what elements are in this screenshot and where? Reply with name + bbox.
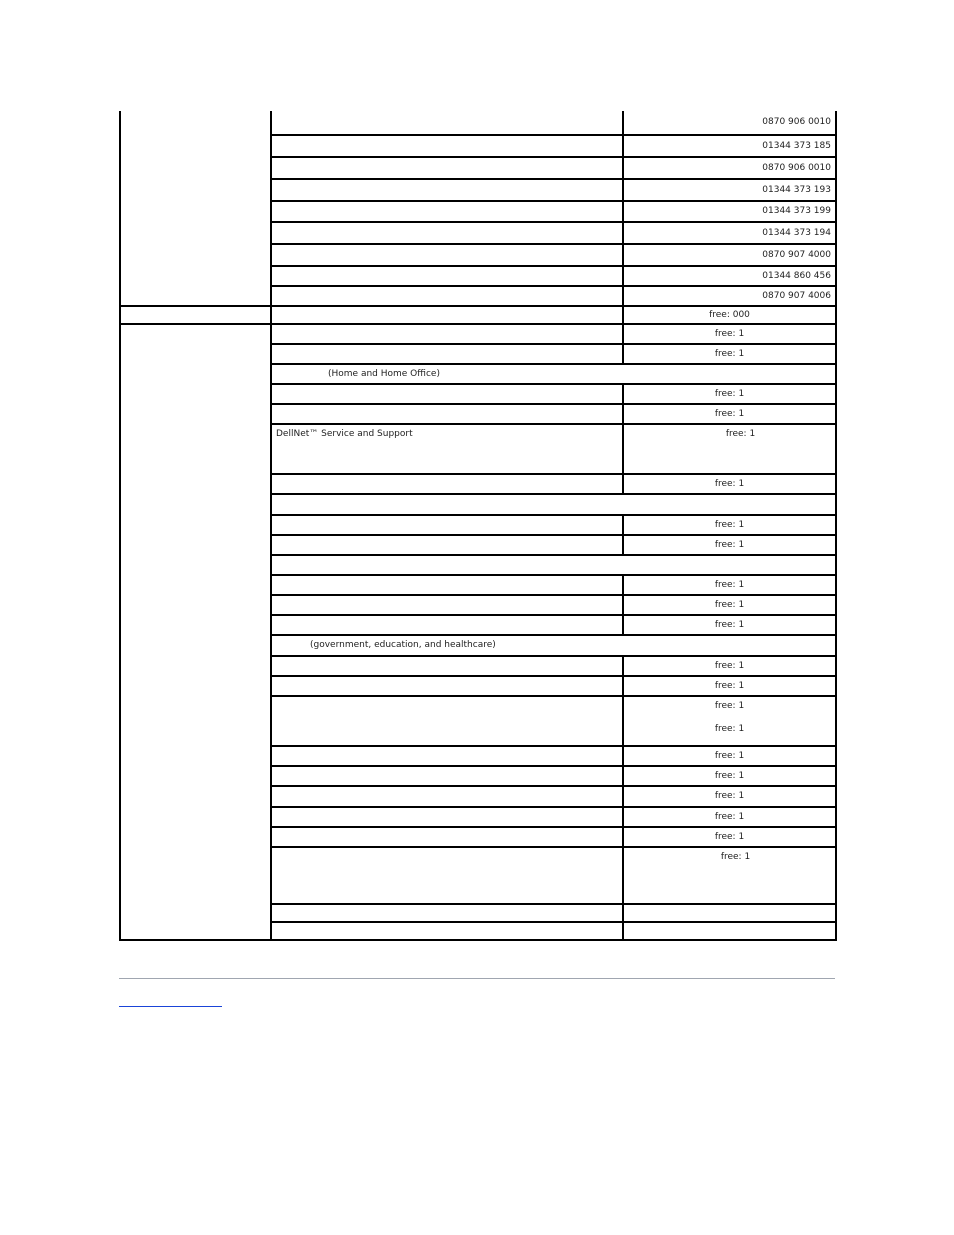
table-row bbox=[120, 324, 836, 344]
service-cell bbox=[271, 244, 623, 266]
service-cell bbox=[271, 595, 623, 615]
service-cell bbox=[271, 111, 623, 135]
service-cell bbox=[271, 575, 623, 595]
service-cell bbox=[271, 515, 623, 535]
section-header bbox=[271, 494, 836, 515]
service-cell bbox=[271, 807, 623, 827]
phone-number: free: 1 bbox=[623, 807, 836, 827]
service-cell bbox=[271, 615, 623, 635]
phone-number: free: 1 bbox=[714, 724, 745, 734]
service-cell bbox=[271, 656, 623, 676]
country-cell bbox=[120, 306, 271, 324]
service-cell bbox=[271, 266, 623, 286]
section-header bbox=[271, 555, 836, 575]
service-cell bbox=[271, 404, 623, 424]
back-to-contents-link[interactable] bbox=[119, 1006, 222, 1007]
phone-number: free: 1 bbox=[623, 827, 836, 847]
service-cell bbox=[271, 384, 623, 404]
phone-number: 01344 860 456 bbox=[623, 266, 836, 286]
service-cell bbox=[271, 766, 623, 786]
phone-number: free: 1 bbox=[725, 429, 756, 439]
service-cell bbox=[271, 746, 623, 766]
service-cell bbox=[271, 344, 623, 364]
service-cell bbox=[271, 135, 623, 157]
service-cell bbox=[271, 306, 623, 324]
horizontal-divider bbox=[119, 978, 835, 979]
phone-number: free: 1 bbox=[623, 575, 836, 595]
section-header-home: (Home and Home Office) bbox=[271, 364, 836, 384]
service-cell bbox=[271, 157, 623, 179]
phone-number: 01344 373 193 bbox=[623, 179, 836, 201]
service-cell bbox=[623, 922, 836, 940]
service-cell bbox=[271, 696, 623, 746]
phone-number: free: 1 bbox=[623, 515, 836, 535]
service-cell-dellnet: DellNet™ Service and Support bbox=[271, 424, 623, 474]
phone-number: free: 1 bbox=[623, 535, 836, 555]
section-header-public: (government, education, and healthcare) bbox=[271, 635, 836, 656]
phone-number: 0870 907 4006 bbox=[623, 286, 836, 306]
service-cell bbox=[271, 676, 623, 696]
phone-number: free: 1 bbox=[720, 852, 751, 862]
phone-number: free: 1 bbox=[623, 766, 836, 786]
service-cell bbox=[271, 179, 623, 201]
phone-number: free: 1 bbox=[623, 615, 836, 635]
phone-number-cell bbox=[623, 847, 836, 904]
phone-number: 0870 907 4000 bbox=[623, 244, 836, 266]
service-cell bbox=[271, 786, 623, 807]
service-cell bbox=[271, 286, 623, 306]
table-row bbox=[120, 111, 836, 135]
phone-number-cell bbox=[623, 424, 836, 474]
country-cell-us bbox=[120, 324, 271, 940]
table-row bbox=[120, 306, 836, 324]
contact-numbers-table bbox=[119, 111, 837, 941]
phone-number-cell bbox=[623, 696, 836, 746]
phone-number: free: 1 bbox=[714, 701, 745, 711]
service-cell bbox=[271, 827, 623, 847]
phone-number: 01344 373 185 bbox=[623, 135, 836, 157]
service-cell bbox=[271, 324, 623, 344]
service-cell bbox=[271, 201, 623, 222]
phone-number: 0870 906 0010 bbox=[623, 157, 836, 179]
phone-number: free: 1 bbox=[623, 676, 836, 696]
phone-number: free: 1 bbox=[623, 786, 836, 807]
phone-number: 01344 373 199 bbox=[623, 201, 836, 222]
phone-number: free: 000 bbox=[623, 306, 836, 324]
phone-number: free: 1 bbox=[623, 404, 836, 424]
phone-number: free: 1 bbox=[623, 746, 836, 766]
phone-number: 0870 906 0010 bbox=[623, 111, 836, 135]
service-cell bbox=[271, 535, 623, 555]
service-cell bbox=[623, 904, 836, 922]
phone-number: free: 1 bbox=[623, 595, 836, 615]
service-cell bbox=[271, 474, 623, 494]
phone-number: free: 1 bbox=[623, 474, 836, 494]
country-cell bbox=[271, 922, 623, 940]
country-cell bbox=[271, 904, 623, 922]
phone-number: free: 1 bbox=[623, 384, 836, 404]
phone-number: free: 1 bbox=[623, 324, 836, 344]
phone-number: free: 1 bbox=[623, 344, 836, 364]
service-cell bbox=[271, 222, 623, 244]
service-cell bbox=[271, 847, 623, 904]
country-cell-uk bbox=[120, 111, 271, 306]
phone-number: 01344 373 194 bbox=[623, 222, 836, 244]
phone-number: free: 1 bbox=[623, 656, 836, 676]
